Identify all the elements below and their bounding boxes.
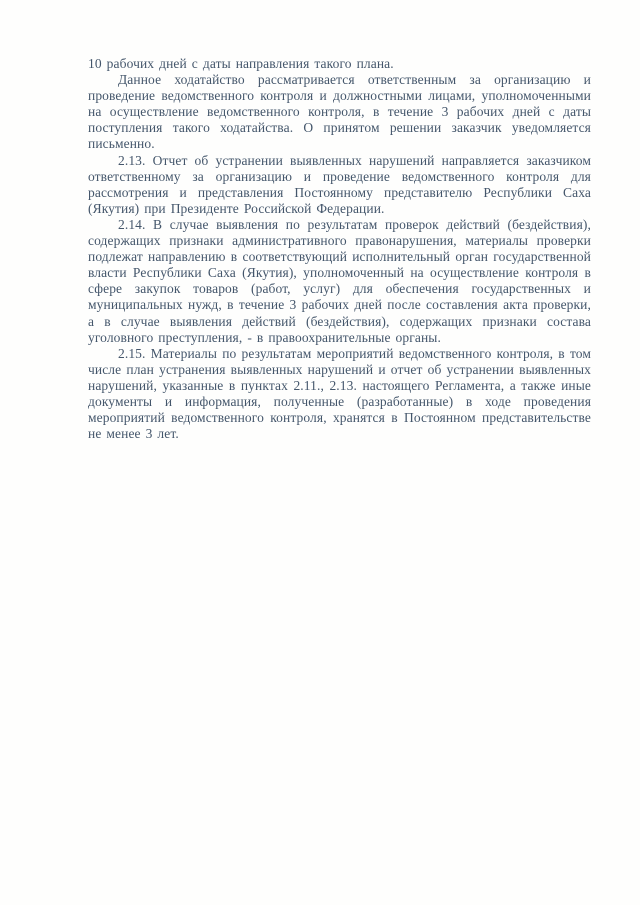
paragraph-2-13: 2.13. Отчет об устранении выявленных нарушений направляется заказчиком ответственному за организацию и проведение ведомственного контроля для рассмотрения и представления Постоянному представителю Республики Саха (Якутия) при Президенте Российской Федерации. — [88, 152, 591, 216]
paragraph-request-review: Данное ходатайство рассматривается ответственным за организацию и проведение ведомственного контроля и должностными лицами, уполномоченными на осуществление ведомственного контроля, в течение 3 рабочих дней с даты поступления такого ходатайства. О принятом решении заказчик уведомляется письменно. — [88, 72, 591, 152]
paragraph-continuation: 10 рабочих дней с даты направления такого плана. — [88, 56, 394, 71]
paragraph-2-14: 2.14. В случае выявления по результатам проверок действий (бездействия), содержащих признаки административного правонарушения, материалы проверки подлежат направлению в соответствующий исполнительный орган государственной власти Республики Саха (Якутия), уполномоченный на осуществление контроля в сфере закупок товаров (работ, услуг) для обеспечения государственных и муниципальных нужд, в течение 3 рабочих дней после составления акта проверки, а в случае выявления действий (бездействия), содержащих признаки состава уголовного преступления, - в правоохранительные органы. — [88, 216, 591, 345]
paragraph-2-15: 2.15. Материалы по результатам мероприятий ведомственного контроля, в том числе план устранения выявленных нарушений и отчет об устранении выявленных нарушений, указанные в пунктах 2.11., 2.13. настоящего Регламента, а также иные документы и информация, полученные (разработанные) в ходе проведения мероприятий ведомственного контроля, хранятся в Постоянном представительстве не менее 3 лет. — [88, 345, 591, 442]
document-text-block — [88, 56, 591, 442]
